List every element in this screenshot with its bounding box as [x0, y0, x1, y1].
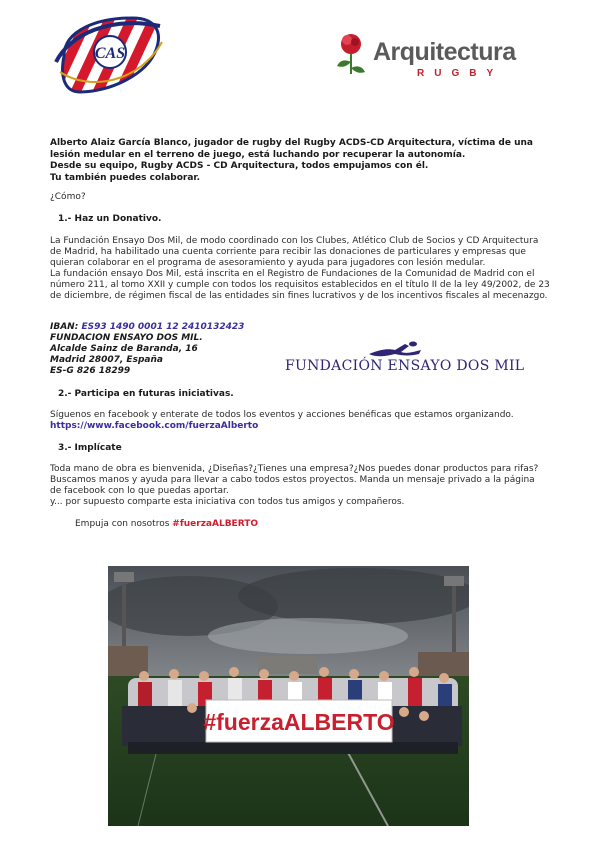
closing-text: Empuja con nosotros	[75, 519, 170, 529]
section2-heading: 2.- Participa en futuras iniciativas.	[58, 389, 234, 399]
banner-text: #fuerzaALBERTO	[203, 709, 395, 735]
fund-city: Madrid 28007, España	[50, 355, 163, 365]
section3-text	[50, 464, 560, 508]
acds-logo-text: CAS	[94, 45, 126, 62]
arquitectura-word: Arquitectura	[373, 38, 516, 66]
intro-line: lesión medular en el terreno de juego, está luchando por recuperar la autonomía.	[50, 149, 466, 160]
fund-address: Alcalde Sainz de Baranda, 16	[50, 344, 198, 354]
acds-logo	[50, 12, 165, 94]
iban-row	[50, 322, 244, 333]
section3-heading: 3.- Implícate	[58, 443, 122, 453]
section3-line: y... por supuesto comparte esta iniciativa con todos tus amigos y compañeros.	[50, 497, 405, 507]
section3-line: Buscamos manos y ayuda para llevar a cabo todos estos proyectos. Manda un mensaje privado a la página	[50, 475, 535, 485]
section1-para2: La fundación ensayo Dos Mil, está inscrita en el Registro de Fundaciones de la Comunidad de Madrid con el número 211, al tomo XXII y cumple con todos los requisitos establecidos en el título II de la ley 49/2002, de 23 de diciembre, de régimen fiscal de las entidades sin fines lucrativos y de los incentivos fiscales al mecenazgo.	[50, 269, 550, 301]
rugby-player-icon	[365, 340, 425, 360]
intro-line: Desde su equipo, Rugby ACDS - CD Arquitectura, todos empujamos con él.	[50, 161, 429, 171]
closing-line	[75, 519, 258, 530]
rose-icon	[333, 24, 373, 84]
section3-line: de facebook con lo que puedas aportar.	[50, 486, 229, 496]
section2-text: Síguenos en facebook y enterate de todos los eventos y acciones benéficas que estamos organizando.	[50, 410, 514, 420]
intro-paragraph	[50, 138, 550, 184]
section1-para1: La Fundación Ensayo Dos Mil, de modo coordinado con los Clubes, Atlético Club de Socios y CD Arquitectura de Madrid, ha habilitado una cuenta corriente para recibir las donaciones de particulares y empresas que quieran colaborar en el programa de asesoramiento y ayuda para jugadores con lesión medular.	[50, 236, 539, 268]
closing-hashtag: #fuerzaALBERTO	[172, 519, 259, 529]
bank-details	[50, 322, 244, 377]
arquitectura-logo	[333, 24, 553, 84]
iban-value[interactable]: ES93 1490 0001 12 2410132423	[81, 322, 245, 332]
iban-label: IBAN:	[50, 322, 79, 332]
fundacion-name: FUNDACIÓN ENSAYO DOS MIL	[285, 358, 525, 374]
section3-line: Toda mano de obra es bienvenida, ¿Diseñas?¿Tienes una empresa?¿Nos puedes donar productos para rifas?	[50, 464, 539, 474]
fund-name: FUNDACION ENSAYO DOS MIL.	[50, 333, 203, 343]
intro-line: Alberto Alaiz García Blanco, jugador de rugby del Rugby ACDS-CD Arquitectura, víctima de una	[50, 138, 534, 148]
arquitectura-subtitle: RUGBY	[417, 68, 504, 79]
intro-line: Tu también puedes colaborar.	[50, 172, 200, 183]
team-photo	[108, 566, 469, 826]
fund-cif: ES-G 826 18299	[50, 366, 131, 376]
question-text: ¿Cómo?	[50, 192, 86, 202]
facebook-link[interactable]: https://www.facebook.com/fuerzaAlberto	[50, 421, 259, 431]
section1-heading: 1.- Haz un Donativo.	[58, 214, 162, 224]
fundacion-logo	[283, 340, 523, 380]
